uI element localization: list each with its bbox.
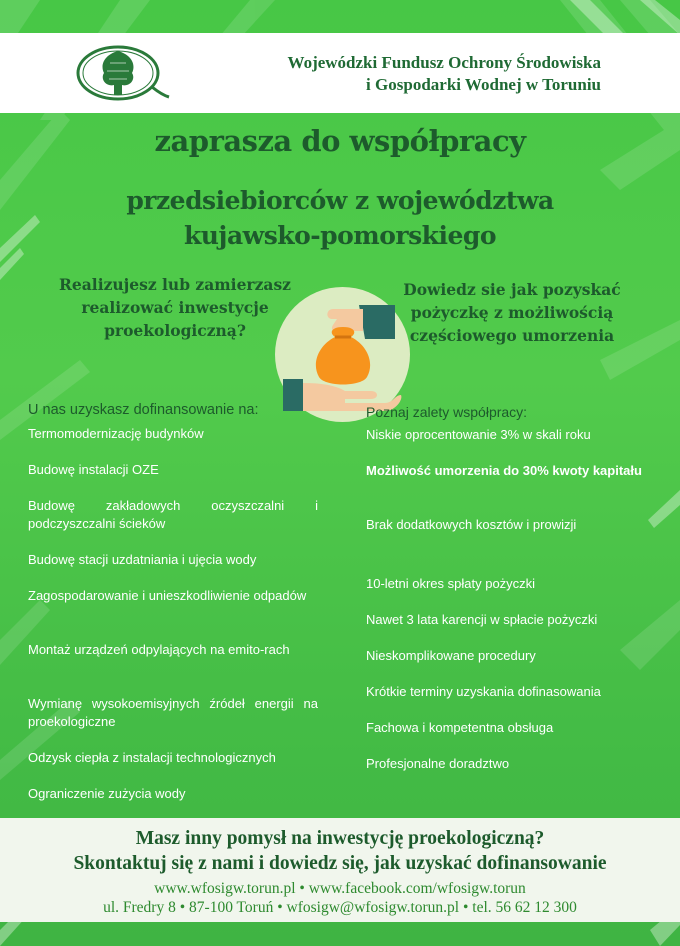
facebook-link[interactable]: www.facebook.com/wfosigw.torun [308, 880, 526, 897]
funding-item: Odzysk ciepła z instalacji technologicznych [28, 750, 276, 765]
funding-item: Termomodernizację budynków [28, 426, 204, 441]
funding-item: Montaż urządzeń odpylających na emito-rach [28, 642, 290, 657]
right-column-heading: Poznaj zalety współpracy: [366, 404, 528, 420]
illustration-circle [275, 287, 410, 422]
header-banner [0, 33, 680, 113]
question-left-line-1: Realizujesz lub zamierzasz [59, 275, 291, 294]
footer-links [0, 880, 680, 898]
separator: • [299, 880, 305, 897]
separator: • [277, 899, 283, 916]
funding-item: Budowę zakładowych oczyszczalni i podczyszczalni ścieków [28, 498, 318, 531]
left-column-heading: U nas uzyskasz dofinansowanie na: [28, 402, 259, 418]
organization-line-1: Wojewódzki Fundusz Ochrony Środowiska [287, 53, 601, 72]
question-left-line-2: realizować inwestycje [81, 298, 269, 317]
question-right [378, 278, 646, 347]
benefit-item: Fachowa i kompetentna obsługa [366, 720, 554, 735]
headline-audience-line-1: przedsiebiorców z województwa [126, 186, 554, 215]
address-text: ul. Fredry 8 [103, 899, 176, 916]
organization-name [181, 52, 601, 96]
website-link[interactable]: www.wfosigw.torun.pl [154, 880, 296, 897]
separator: • [462, 899, 469, 916]
footer-call-to-action: Skontaktuj się z nami i dowiedz się, jak uzyskać dofinansowanie [73, 853, 607, 874]
funding-item: Budowę stacji uzdatniania i ujęcia wody [28, 552, 257, 567]
separator: • [179, 899, 186, 916]
funding-item: Zagospodarowanie i unieszkodliwienie odpadów [28, 588, 307, 603]
tree-logo-icon [74, 41, 170, 105]
funding-item: Budowę instalacji OZE [28, 462, 159, 477]
footer-contact [0, 899, 680, 917]
headline-audience-line-2: kujawsko-pomorskiego [183, 221, 497, 250]
question-right-line-2: pożyczkę z możliwością [410, 303, 614, 322]
funding-item: Wymianę wysokoemisyjnych źródeł energii na proekologiczne [28, 696, 318, 729]
benefit-item: Krótkie terminy uzyskania dofinasowania [366, 684, 601, 699]
city-text: 87-100 Toruń [189, 899, 274, 916]
benefit-item: Brak dodatkowych kosztów i prowizji [366, 517, 577, 532]
benefit-item: Profesjonalne doradztwo [366, 756, 510, 771]
funding-item: Ograniczenie zużycia wody [28, 786, 186, 801]
headline-audience [0, 183, 680, 253]
question-right-line-1: Dowiedz sie jak pozyskać [403, 280, 621, 299]
footer-question: Masz inny pomysł na inwestycję proekologiczną? [135, 828, 545, 849]
question-left-line-3: proekologiczną? [104, 321, 246, 340]
benefit-item: Nieskomplikowane procedury [366, 648, 536, 663]
contact-footer [0, 818, 680, 922]
question-left [40, 273, 310, 342]
headline-invite: zaprasza do współpracy [154, 124, 526, 158]
benefit-item: Nawet 3 lata karencji w spłacie pożyczki [366, 612, 598, 627]
phone-text: tel. 56 62 12 300 [472, 899, 577, 916]
benefit-item: 10-letni okres spłaty pożyczki [366, 576, 536, 591]
benefit-item: Niskie oprocentowanie 3% w skali roku [366, 427, 591, 442]
money-bag-hand-icon [275, 287, 410, 422]
email-link[interactable]: wfosigw@wfosigw.torun.pl [286, 899, 460, 916]
question-right-line-3: częściowego umorzenia [409, 326, 615, 345]
organization-line-2: i Gospodarki Wodnej w Toruniu [366, 75, 601, 94]
benefit-item: Możliwość umorzenia do 30% kwoty kapitału [366, 463, 642, 478]
